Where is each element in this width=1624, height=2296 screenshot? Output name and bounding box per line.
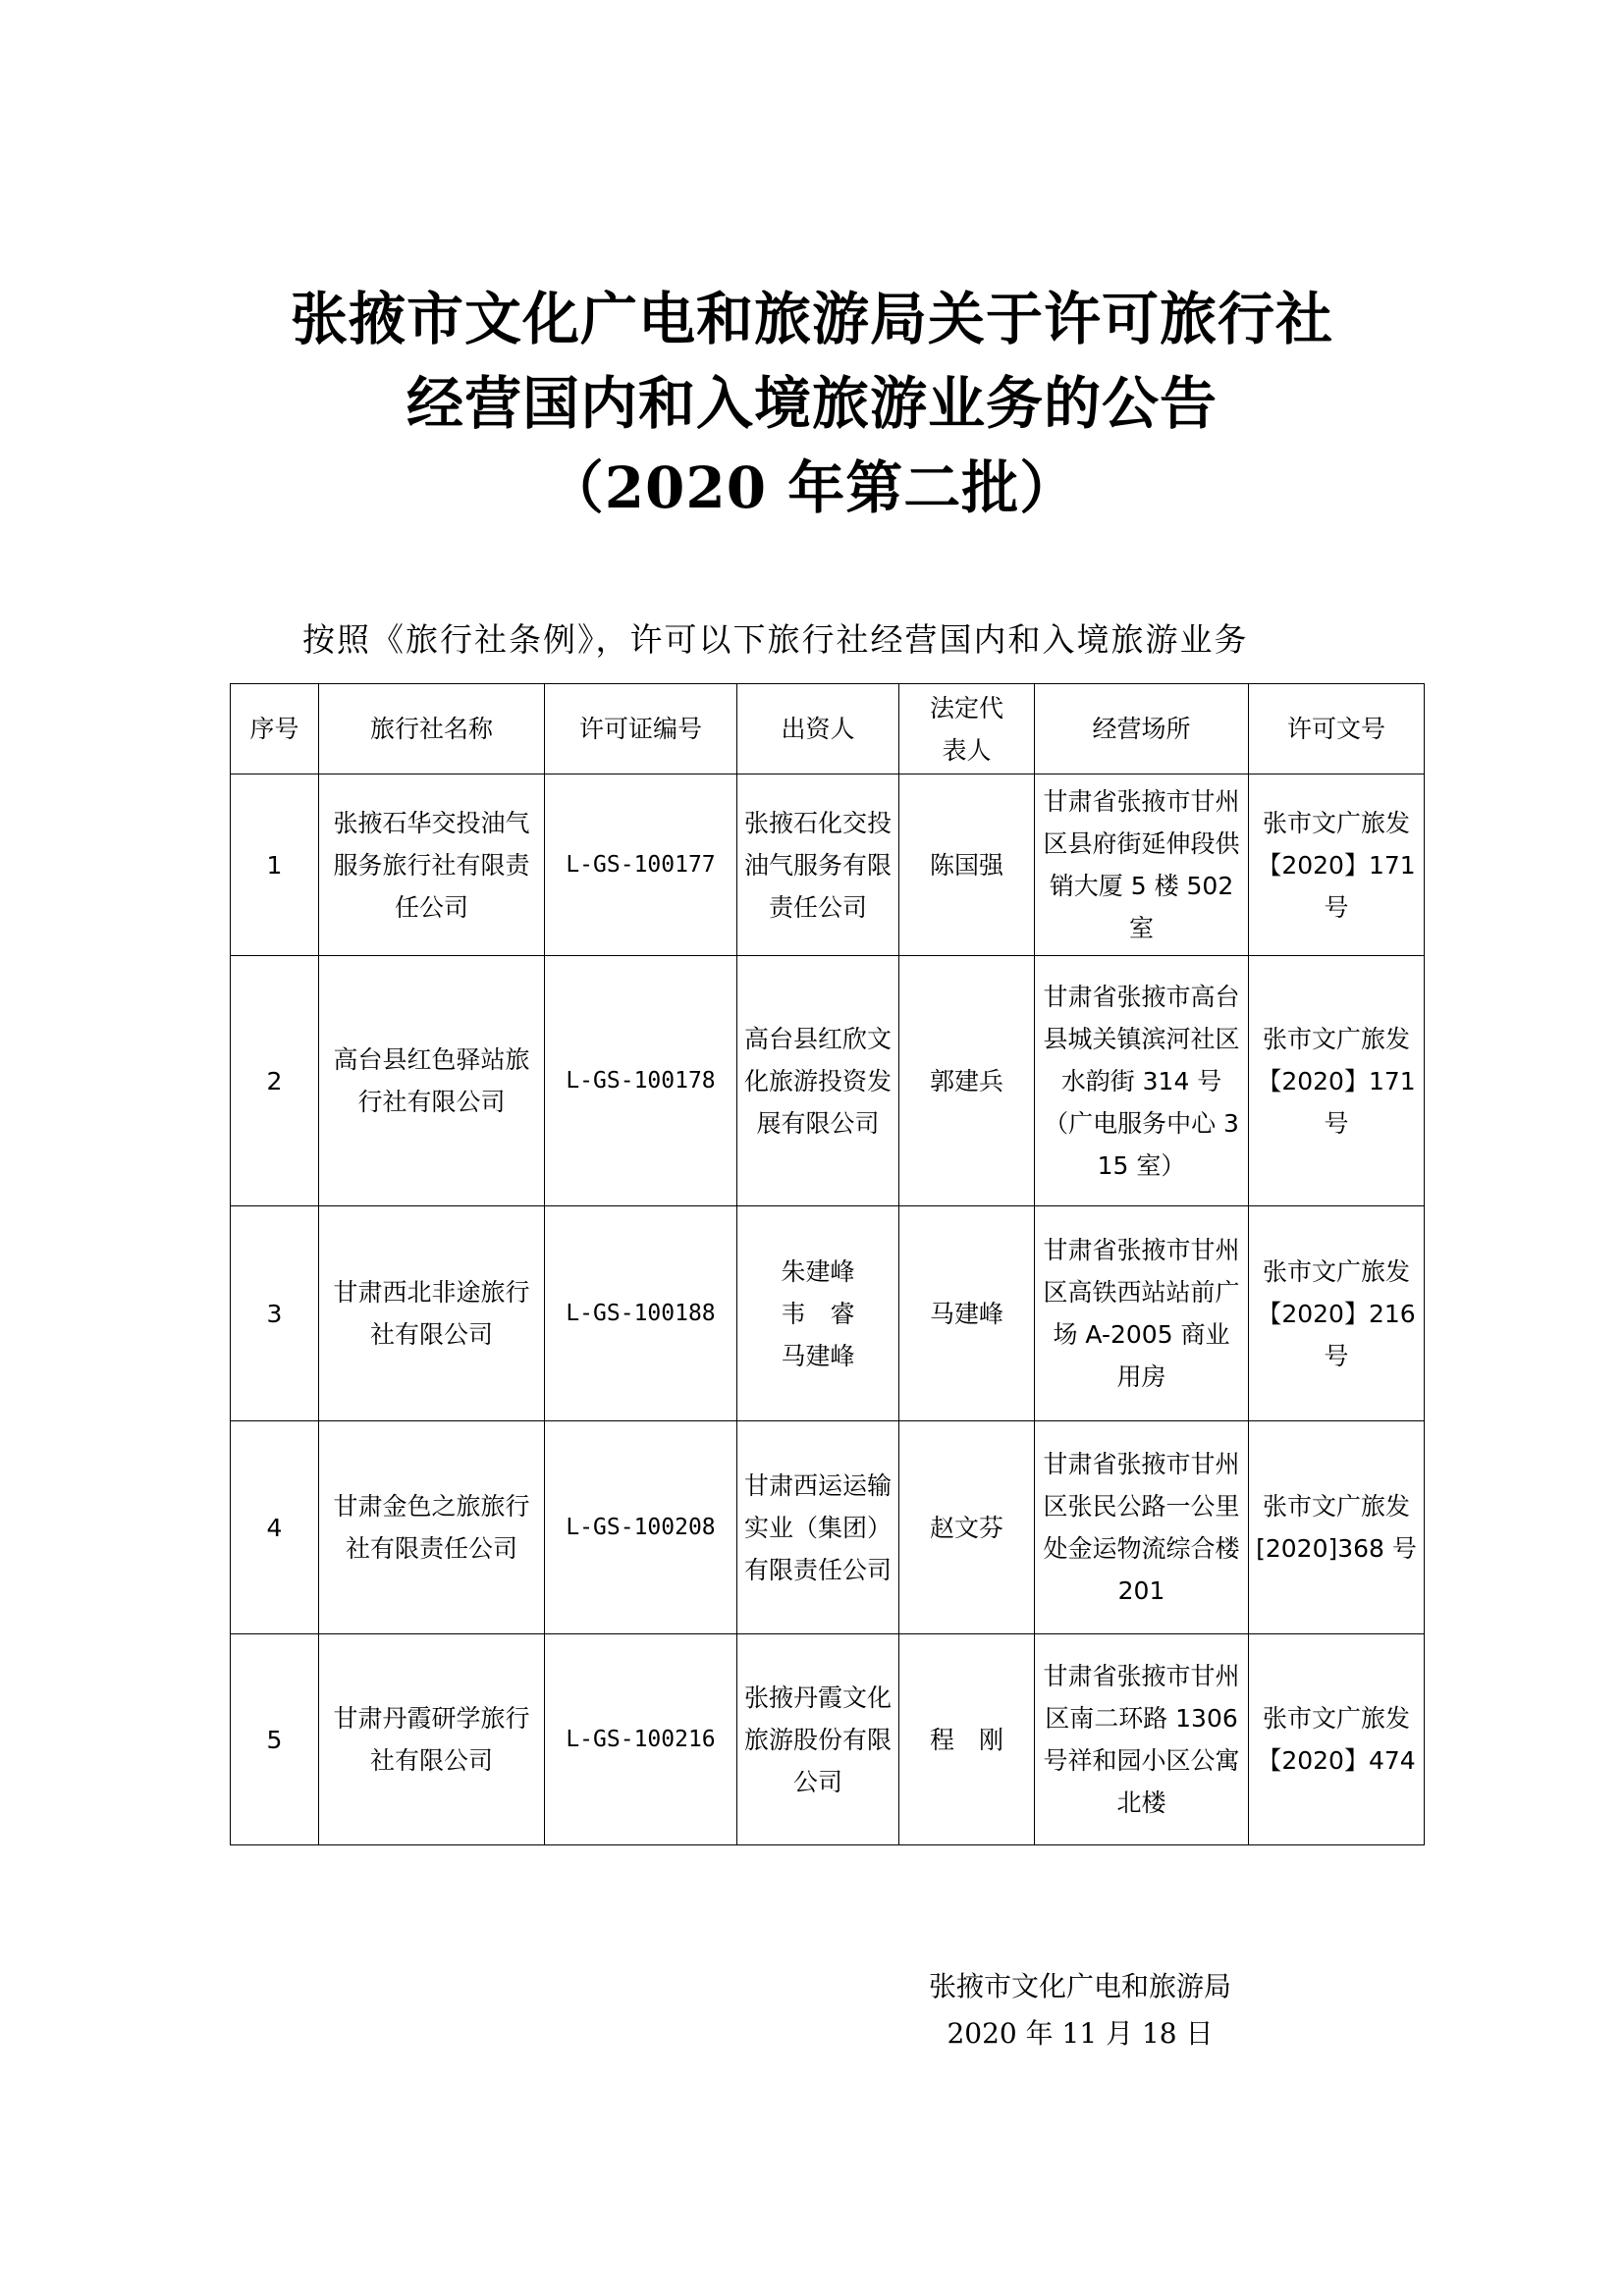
cell-investor: 高台县红欣文化旅游投资发展有限公司 xyxy=(737,956,899,1206)
title-line-2: 经营国内和入境旅游业务的公告 xyxy=(406,370,1218,437)
permit-table xyxy=(230,683,1425,1845)
cell-name: 高台县红色驿站旅行社有限公司 xyxy=(319,956,545,1206)
cell-address: 甘肃省张掖市甘州区县府街延伸段供销大厦 5 楼 502 室 xyxy=(1035,774,1249,956)
header-legal-rep: 法定代 表人 xyxy=(899,684,1035,774)
signature-block xyxy=(903,1963,1257,2057)
cell-no: 4 xyxy=(231,1421,319,1634)
cell-address: 甘肃省张掖市甘州区南二环路 1306 号祥和园小区公寓北楼 xyxy=(1035,1634,1249,1845)
cell-no: 1 xyxy=(231,774,319,956)
cell-name: 甘肃金色之旅旅行社有限责任公司 xyxy=(319,1421,545,1634)
cell-license: L-GS-100216 xyxy=(545,1634,737,1845)
cell-address: 甘肃省张掖市高台县城关镇滨河社区水韵街 314 号（广电服务中心 315 室） xyxy=(1035,956,1249,1206)
cell-no: 3 xyxy=(231,1206,319,1421)
title-line-3: （2020 年第二批） xyxy=(546,454,1078,521)
title-line-1: 张掖市文化广电和旅游局关于许可旅行社 xyxy=(290,286,1333,352)
cell-doc-no: 张市文广旅发【2020】171 号 xyxy=(1249,956,1425,1206)
cell-address: 甘肃省张掖市甘州区张民公路一公里处金运物流综合楼 201 xyxy=(1035,1421,1249,1634)
cell-doc-no: 张市文广旅发[2020]368 号 xyxy=(1249,1421,1425,1634)
header-no: 序号 xyxy=(231,684,319,774)
cell-legal-rep: 赵文芬 xyxy=(899,1421,1035,1634)
header-address: 经营场所 xyxy=(1035,684,1249,774)
cell-doc-no: 张市文广旅发【2020】171 号 xyxy=(1249,774,1425,956)
table-row xyxy=(231,1421,1425,1634)
cell-investor: 朱建峰 韦 睿 马建峰 xyxy=(737,1206,899,1421)
cell-legal-rep: 郭建兵 xyxy=(899,956,1035,1206)
header-investor: 出资人 xyxy=(737,684,899,774)
cell-address: 甘肃省张掖市甘州区高铁西站站前广场 A-2005 商业用房 xyxy=(1035,1206,1249,1421)
cell-investor: 张掖石化交投油气服务有限责任公司 xyxy=(737,774,899,956)
header-name: 旅行社名称 xyxy=(319,684,545,774)
table-row xyxy=(231,1206,1425,1421)
cell-legal-rep: 陈国强 xyxy=(899,774,1035,956)
issuing-organization: 张掖市文化广电和旅游局 xyxy=(928,1970,1231,2002)
cell-legal-rep: 马建峰 xyxy=(899,1206,1035,1421)
table-row xyxy=(231,956,1425,1206)
cell-investor: 张掖丹霞文化旅游股份有限公司 xyxy=(737,1634,899,1845)
cell-license: L-GS-100177 xyxy=(545,774,737,956)
cell-name: 甘肃丹霞研学旅行社有限公司 xyxy=(319,1634,545,1845)
cell-license: L-GS-100178 xyxy=(545,956,737,1206)
issue-date: 2020 年 11 月 18 日 xyxy=(947,2017,1214,2050)
header-doc-no: 许可文号 xyxy=(1249,684,1425,774)
cell-legal-rep: 程 刚 xyxy=(899,1634,1035,1845)
page-title xyxy=(0,277,1624,530)
table-row xyxy=(231,1634,1425,1845)
cell-no: 2 xyxy=(231,956,319,1206)
cell-name: 甘肃西北非途旅行社有限公司 xyxy=(319,1206,545,1421)
table-header-row xyxy=(231,684,1425,774)
cell-name: 张掖石华交投油气服务旅行社有限责任公司 xyxy=(319,774,545,956)
cell-license: L-GS-100188 xyxy=(545,1206,737,1421)
table-row xyxy=(231,774,1425,956)
cell-doc-no: 张市文广旅发【2020】474 xyxy=(1249,1634,1425,1845)
cell-license: L-GS-100208 xyxy=(545,1421,737,1634)
cell-no: 5 xyxy=(231,1634,319,1845)
header-license: 许可证编号 xyxy=(545,684,737,774)
cell-investor: 甘肃西运运输实业（集团）有限责任公司 xyxy=(737,1421,899,1634)
intro-paragraph: 按照《旅行社条例》，许可以下旅行社经营国内和入境旅游业务 xyxy=(302,620,1249,659)
cell-doc-no: 张市文广旅发【2020】216 号 xyxy=(1249,1206,1425,1421)
